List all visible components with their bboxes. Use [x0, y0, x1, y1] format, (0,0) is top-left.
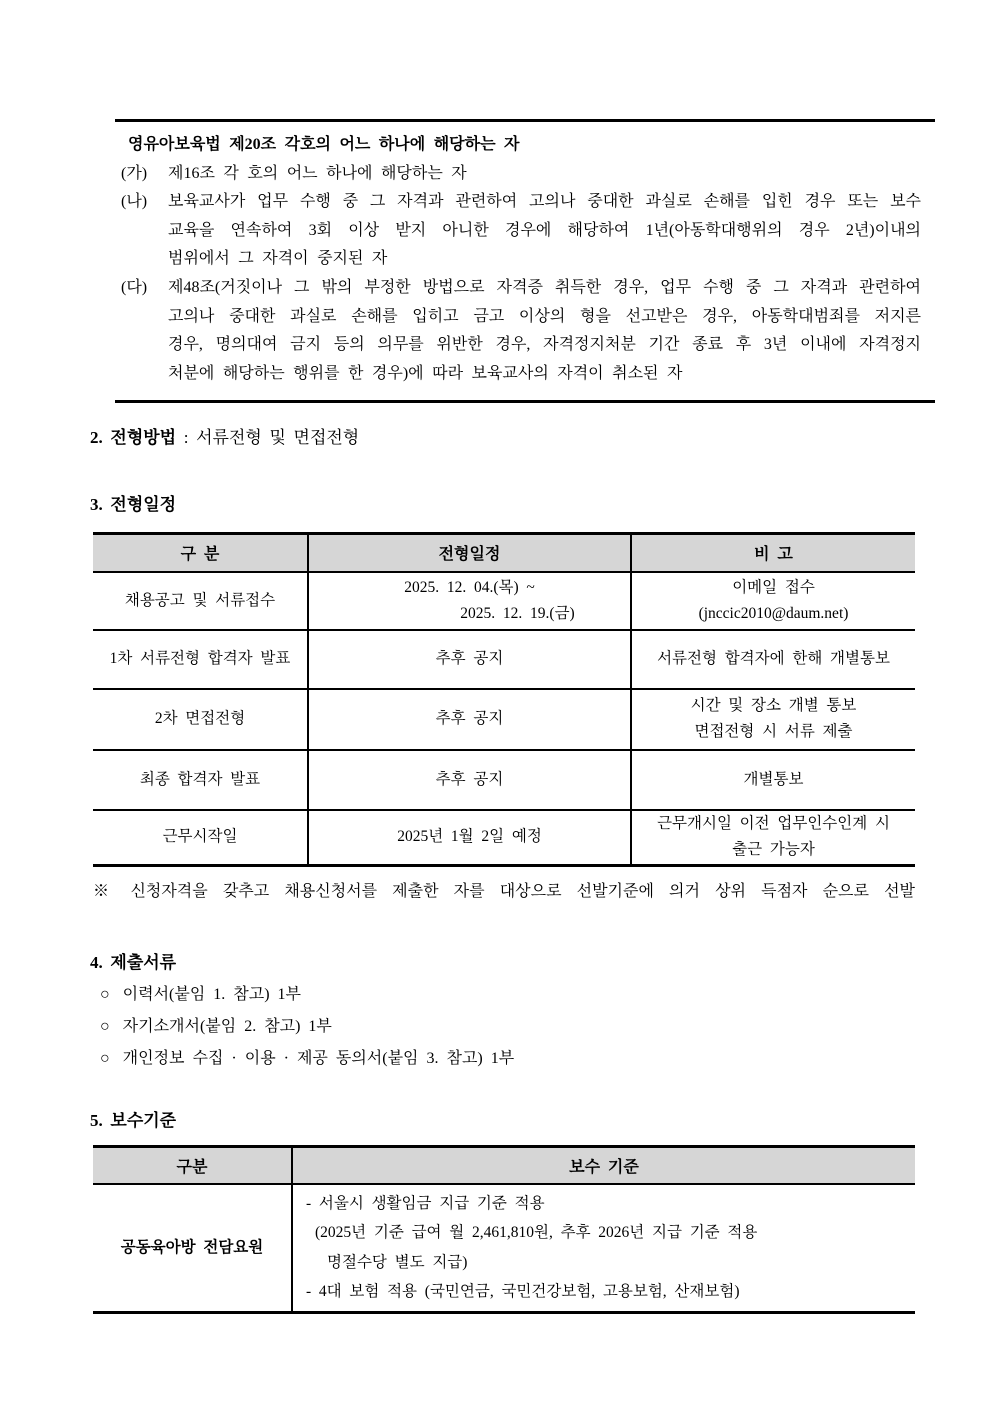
law-box-title: 영유아보육법 제20조 각호의 어느 하나에 해당하는 자: [128, 136, 520, 153]
cell-pay-detail: [292, 1184, 915, 1313]
pay-line: (2025년 기준 급여 월 2,461,810원, 추후 2026년 지급 기준 적용: [315, 1224, 758, 1241]
cell-schedule: [308, 572, 631, 630]
section-pay-title: 5. 보수기준: [90, 1111, 177, 1130]
section-schedule-title: 3. 전형일정: [90, 495, 177, 514]
pay-line: - 서울시 생활임금 지급 기준 적용: [306, 1194, 545, 1212]
schedule-header-note: 비 고: [631, 534, 915, 572]
section-schedule: [90, 490, 176, 515]
table-row: [93, 689, 915, 750]
schedule-header-row: [93, 534, 915, 572]
law-item-label: (나): [121, 193, 148, 211]
law-box: [115, 119, 935, 403]
table-row: [93, 1184, 915, 1313]
cell-category: 공동육아방 전담요원: [93, 1184, 292, 1313]
law-line: 교육을 연속하여 3회 이상 받지 아니한 경우에 해당하여 1년(아동학대행위의 경우 2년)이내의: [168, 221, 921, 239]
law-line: 제48조(거짓이나 그 밖의 부정한 방법으로 자격증 취득한 경우, 업무 수행 중 그 자격과 관련하여: [168, 278, 921, 296]
cell-schedule: 2025년 1월 2일 예정: [308, 810, 631, 866]
law-line: 처분에 해당하는 행위를 한 경우)에 따라 보육교사의 자격이 취소된 자: [168, 364, 683, 382]
document-item: [100, 1045, 514, 1068]
schedule-header-date: 전형일정: [308, 534, 631, 572]
schedule-line: 2025. 12. 04.(목) ~: [404, 578, 535, 596]
document-item-text: 이력서(붙임 1. 참고) 1부: [122, 986, 301, 1003]
pay-header-standard: 보수 기준: [292, 1147, 915, 1184]
cell-schedule: 추후 공지: [308, 750, 631, 810]
table-row: [93, 810, 915, 866]
table-row: [93, 750, 915, 810]
cell-note: 개별통보: [631, 750, 915, 810]
section-method-text: 서류전형 및 면접전형: [196, 428, 360, 447]
law-item-label: (다): [121, 278, 148, 296]
table-row: [93, 572, 915, 630]
note-line: 면접전형 시 서류 제출: [694, 723, 853, 740]
cell-category: 1차 서류전형 합격자 발표: [93, 630, 308, 689]
circle-bullet: ○: [100, 1018, 110, 1035]
law-item-ga: [121, 160, 921, 189]
pay-line: - 4대 보험 적용 (국민연금, 국민건강보험, 고용보험, 산재보험): [306, 1283, 740, 1300]
law-line: 경우, 명의대여 금지 등의 의무를 위반한 경우, 자격정지처분 기간 종료 후 3년 이내에 자격정지: [168, 336, 921, 354]
note-line: 이메일 접수: [732, 578, 815, 596]
note-line: 시간 및 장소 개별 통보: [690, 697, 857, 714]
cell-note: [631, 810, 915, 866]
note-line: 근무개시일 이전 업무인수인계 시: [657, 815, 890, 833]
schedule-line: 2025. 12. 19.(금): [460, 604, 575, 622]
law-item-text: [168, 188, 921, 274]
law-line: 고의나 중대한 과실로 손해를 입히고 금고 이상의 형을 선고받은 경우, 아동학대범죄를 저지른: [168, 307, 921, 325]
law-item-label: (가): [121, 164, 148, 182]
note-line: 출근 가능자: [732, 841, 815, 859]
law-item-text: [168, 274, 921, 388]
law-line: 제16조 각 호의 어느 하나에 해당하는 자: [168, 164, 467, 182]
pay-header-row: [93, 1147, 915, 1184]
law-item-na: [121, 188, 921, 274]
law-item-text: [168, 160, 921, 189]
cell-category: 2차 면접전형: [93, 689, 308, 750]
pay-table: [93, 1145, 915, 1314]
document-item: [100, 981, 301, 1004]
document-item: [100, 1013, 332, 1036]
section-documents-title: 4. 제출서류: [90, 953, 177, 972]
law-line: 범위에서 그 자격이 중지된 자: [168, 250, 388, 268]
cell-note: [631, 689, 915, 750]
cell-category: 최종 합격자 발표: [93, 750, 308, 810]
selection-note: ※ 신청자격을 갖추고 채용신청서를 제출한 자를 대상으로 선발기준에 의거 상위 득점자 순으로 선발: [93, 883, 915, 900]
section-method-title: 2. 전형방법: [90, 428, 177, 447]
pay-line: 명절수당 별도 지급): [327, 1253, 468, 1271]
circle-bullet: ○: [100, 1050, 110, 1067]
law-item-da: [121, 274, 921, 388]
section-method-sep: :: [176, 428, 197, 447]
document-item-text: 개인정보 수집 · 이용 · 제공 동의서(붙임 3. 참고) 1부: [122, 1050, 515, 1067]
section-method: [90, 423, 359, 448]
schedule-table: [93, 532, 915, 867]
circle-bullet: ○: [100, 986, 110, 1003]
section-documents: [90, 948, 176, 973]
section-pay: [90, 1106, 176, 1131]
document-item-text: 자기소개서(붙임 2. 참고) 1부: [122, 1018, 332, 1035]
cell-category: 근무시작일: [93, 810, 308, 866]
cell-schedule: 추후 공지: [308, 689, 631, 750]
cell-note: 서류전형 합격자에 한해 개별통보: [631, 630, 915, 689]
law-line: 보육교사가 업무 수행 중 그 자격과 관련하여 고의나 중대한 과실로 손해를 입힌 경우 또는 보수: [168, 193, 921, 211]
note-line: (jnccic2010@daum.net): [698, 604, 849, 622]
table-row: [93, 630, 915, 689]
schedule-header-category: 구 분: [93, 534, 308, 572]
cell-schedule: 추후 공지: [308, 630, 631, 689]
pay-header-category: 구분: [93, 1147, 292, 1184]
cell-category: 채용공고 및 서류접수: [93, 572, 308, 630]
